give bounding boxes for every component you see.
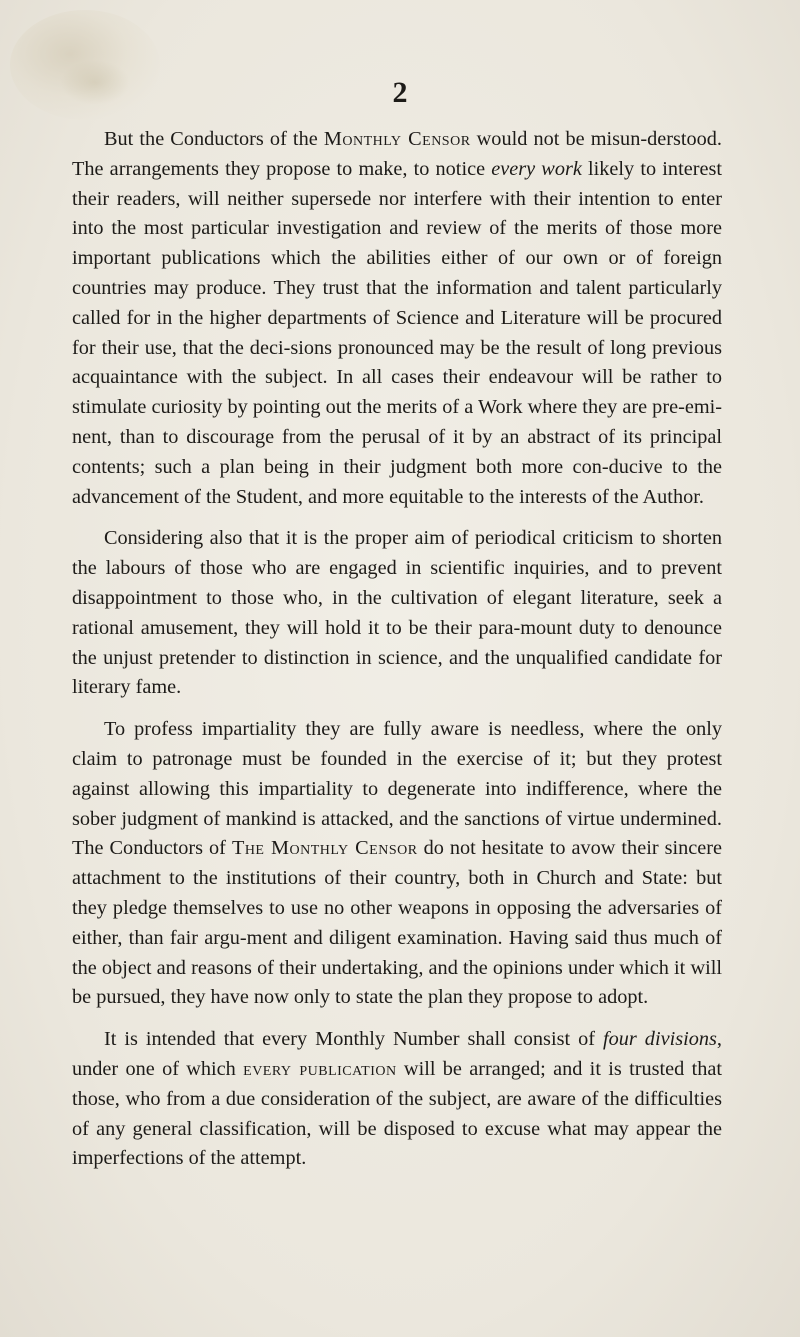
small-caps-phrase: every publication (243, 1057, 397, 1080)
paragraph-3-text-a: To profess impartiality they are fully aware is needless, where the only claim to patronage must be founded in the exercise of it; but they protest against allowing this impartiality to degenerate into indifference, where the sober judgment of mankind is attacked, and the sanctions of virtue undermined. The Conductors of (72, 718, 722, 860)
body-text (72, 125, 722, 1186)
paragraph-3-text-b: do not hesitate to avow their sincere attachment to the institutions of their country, both in Church and State: but they pledge themselves to use no other weapons in opposing the adversaries of either, than fair argu-ment and diligent examination. Having said thus much of the object and reasons of their undertaking, and the opinions under which it will be pursued, they have now only to state the plan they propose to adopt. (72, 837, 723, 1009)
paragraph-4-text-b: , under one of which (72, 1028, 722, 1080)
paragraph-1-text-a: But the Conductors of the (104, 128, 324, 150)
paragraph-1 (72, 125, 722, 512)
paragraph-1-text-b: would not be misun-derstood. The arrangements they propose to make, to notice (72, 128, 723, 180)
paragraph-4-text-c: will be arranged; and it is trusted that those, who from a due consideration of the subject, are aware of the difficulties of any general classification, will be disposed to excuse what may appear the imperfections of the attempt. (72, 1057, 722, 1170)
paragraph-4 (72, 1025, 722, 1174)
journal-title: The Monthly Censor (231, 837, 418, 860)
italic-phrase: four divisions (603, 1028, 717, 1051)
paragraph-3 (72, 715, 722, 1013)
paragraph-4-text-a: It is intended that every Monthly Number shall consist of (104, 1028, 603, 1051)
journal-title: Monthly Censor (323, 128, 471, 150)
page-number: 2 (392, 76, 408, 109)
italic-phrase: every work (491, 157, 582, 180)
paragraph-2: Considering also that it is the proper aim of periodical criticism to shorten the labours of those who are engaged in scientific inquiries, and to prevent disappointment to those who, in the cultivation of elegant literature, seek a rational amusement, they will hold it to be their para-mount duty to denounce the unjust pretender to distinction in science, and the unqualified candidate for literary fame. (72, 527, 722, 699)
paragraph-1-text-c: likely to interest their readers, will neither supersede nor interfere with their intention to enter into the most particular investigation and review of the merits of those more important publications which the abilities either of our own or of foreign countries may produce. They trust that the information and talent particularly called for in the higher departments of Science and Literature will be procured for their use, that the deci-sions pronounced may be the result of long previous acquaintance with the subject. In all cases their endeavour will be rather to stimulate curiosity by pointing out the merits of a Work where they are pre-emi-nent, than to discourage from the perusal of it by an abstract of its principal contents; such a plan being in their judgment both more con-ducive to the advancement of the Student, and more equitable to the interests of the Author. (72, 157, 722, 508)
